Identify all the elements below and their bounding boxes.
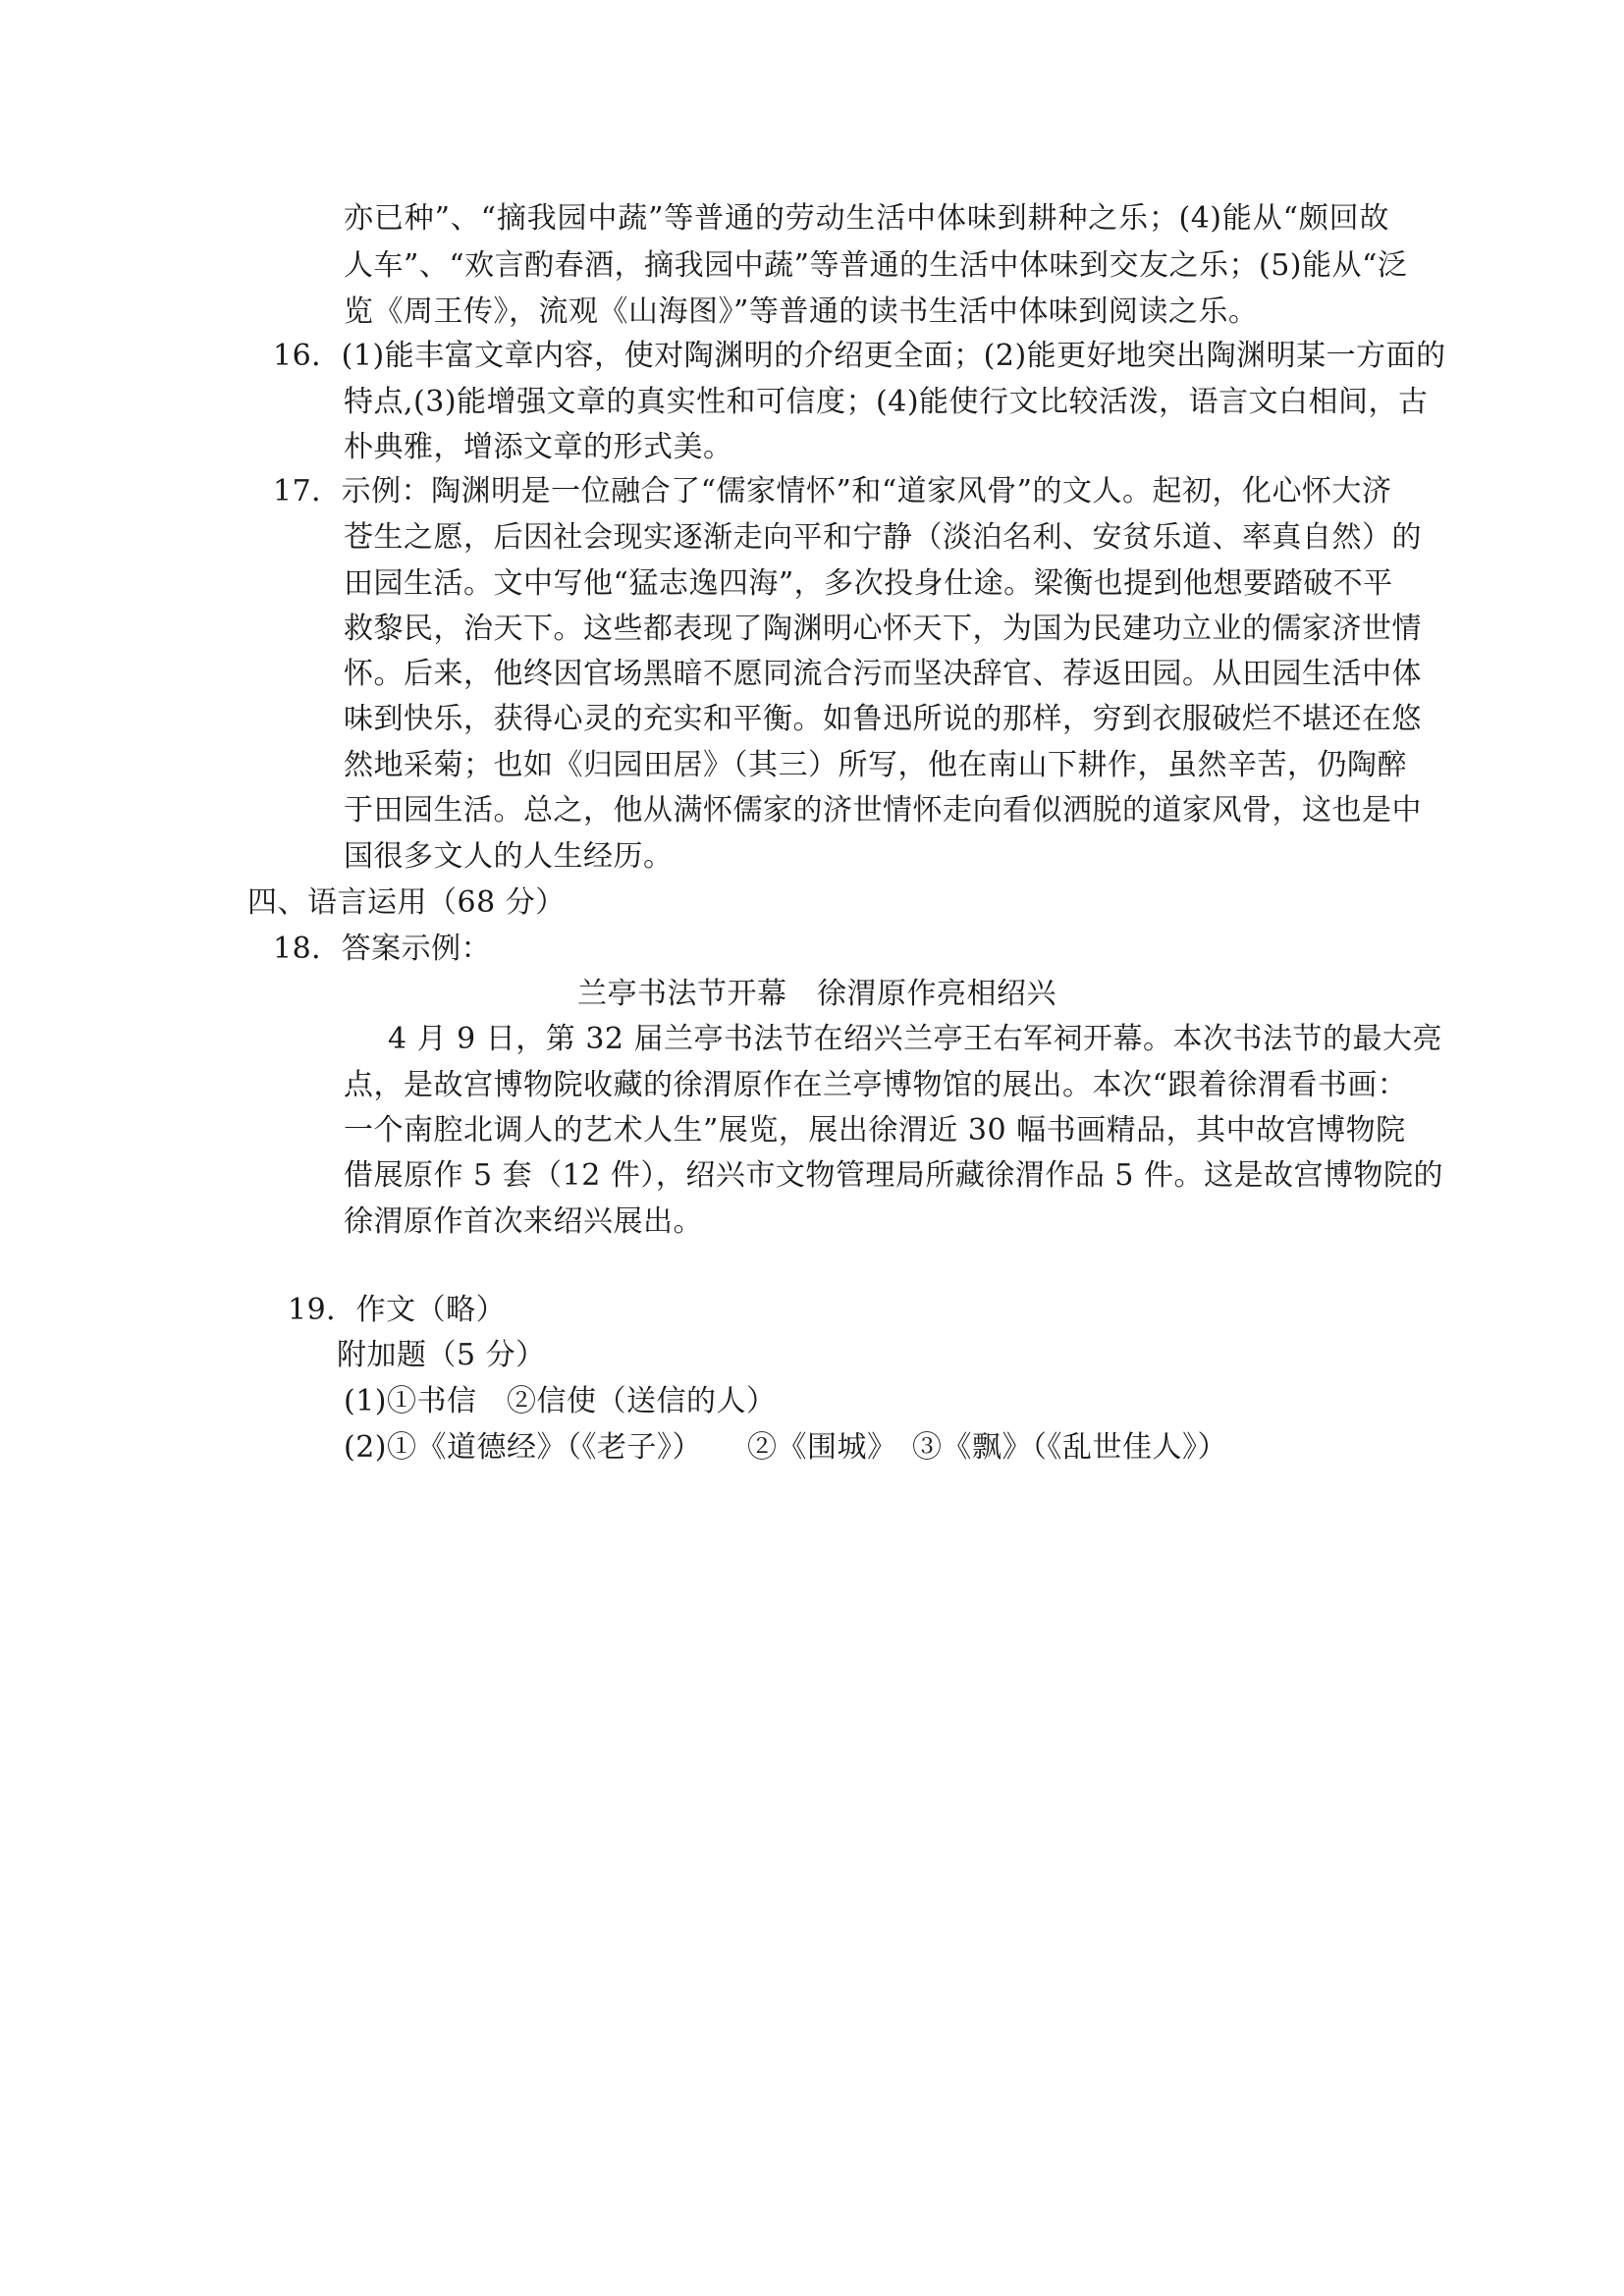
- bonus-answer-2: (2)①《道德经》（《老子》） ②《围城》 ③《飘》（《乱世佳人》）: [344, 1430, 1227, 1465]
- q15-line-2: 人车”、“欢言酌春酒，摘我园中蔬”等普通的生活中体味到交友之乐；(5)能从“泛: [344, 248, 1408, 283]
- q17-line-1: 17．示例：陶渊明是一位融合了“儒家情怀”和“道家风骨”的文人。起初，化心怀大济: [273, 474, 1392, 508]
- q18-line-2: 点，是故宫博物院收藏的徐渭原作在兰亭博物馆的展出。本次“跟着徐渭看书画：: [344, 1068, 1408, 1102]
- q18-line-1: 4 月 9 日，第 32 届兰亭书法节在绍兴兰亭王右军祠开幕。本次书法节的最大亮: [388, 1022, 1443, 1056]
- section-4-title: 四、语言运用（68 分）: [247, 885, 566, 920]
- q17-line-8: 于田园生活。总之，他从满怀儒家的济世情怀走向看似洒脱的道家风骨，这也是中: [344, 793, 1422, 828]
- q17-line-5: 怀。后来，他终因官场黑暗不愿同流合污而坚决辞官、荐返田园。从田园生活中体: [344, 657, 1422, 691]
- bonus-title: 附加题（5 分）: [337, 1338, 546, 1372]
- q18-line-5: 徐渭原作首次来绍兴展出。: [344, 1204, 703, 1239]
- bonus-answer-1: (1)①书信 ②信使（送信的人）: [344, 1384, 777, 1418]
- q16-line-1: 16．(1)能丰富文章内容，使对陶渊明的介绍更全面；(2)能更好地突出陶渊明某一方面的: [273, 339, 1446, 373]
- q17-line-9: 国很多文人的人生经历。: [344, 839, 674, 874]
- q17-line-4: 救黎民，治天下。这些都表现了陶渊明心怀天下，为国为民建功立业的儒家济世情: [344, 612, 1422, 646]
- q15-line-1: 亦已种”、“摘我园中蔬”等普通的劳动生活中体味到耕种之乐；(4)能从“颇回故: [344, 201, 1389, 236]
- q18-line-3: 一个南腔北调人的艺术人生”展览，展出徐渭近 30 幅书画精品，其中故宫博物院: [344, 1113, 1406, 1148]
- q15-line-3: 览《周王传》，流观《山海图》”等普通的读书生活中体味到阅读之乐。: [344, 294, 1259, 329]
- q19-label: 19．作文（略）: [288, 1293, 507, 1327]
- q18-label: 18．答案示例：: [273, 932, 492, 966]
- q17-line-7: 然地采菊；也如《归园田居》（其三）所写，他在南山下耕作，虽然辛苦，仍陶醉: [344, 748, 1407, 782]
- q16-line-2: 特点,(3)能增强文章的真实性和可信度；(4)能使行文比较活泼，语言文白相间，古: [344, 385, 1429, 419]
- q17-line-6: 味到快乐，获得心灵的充实和平衡。如鲁迅所说的那样，穷到衣服破烂不堪还在悠: [344, 702, 1422, 736]
- q18-headline: 兰亭书法节开幕 徐渭原作亮相绍兴: [577, 977, 1056, 1011]
- q17-line-3: 田园生活。文中写他“猛志逸四海”，多次投身仕途。梁衡也提到他想要踏破不平: [344, 566, 1393, 601]
- q16-line-3: 朴典雅，增添文章的形式美。: [344, 430, 733, 464]
- q18-line-4: 借展原作 5 套（12 件），绍兴市文物管理局所藏徐渭作品 5 件。这是故宫博物院的: [344, 1158, 1444, 1193]
- q17-line-2: 苍生之愿，后因社会现实逐渐走向平和宁静（淡泊名利、安贫乐道、率真自然）的: [344, 520, 1422, 555]
